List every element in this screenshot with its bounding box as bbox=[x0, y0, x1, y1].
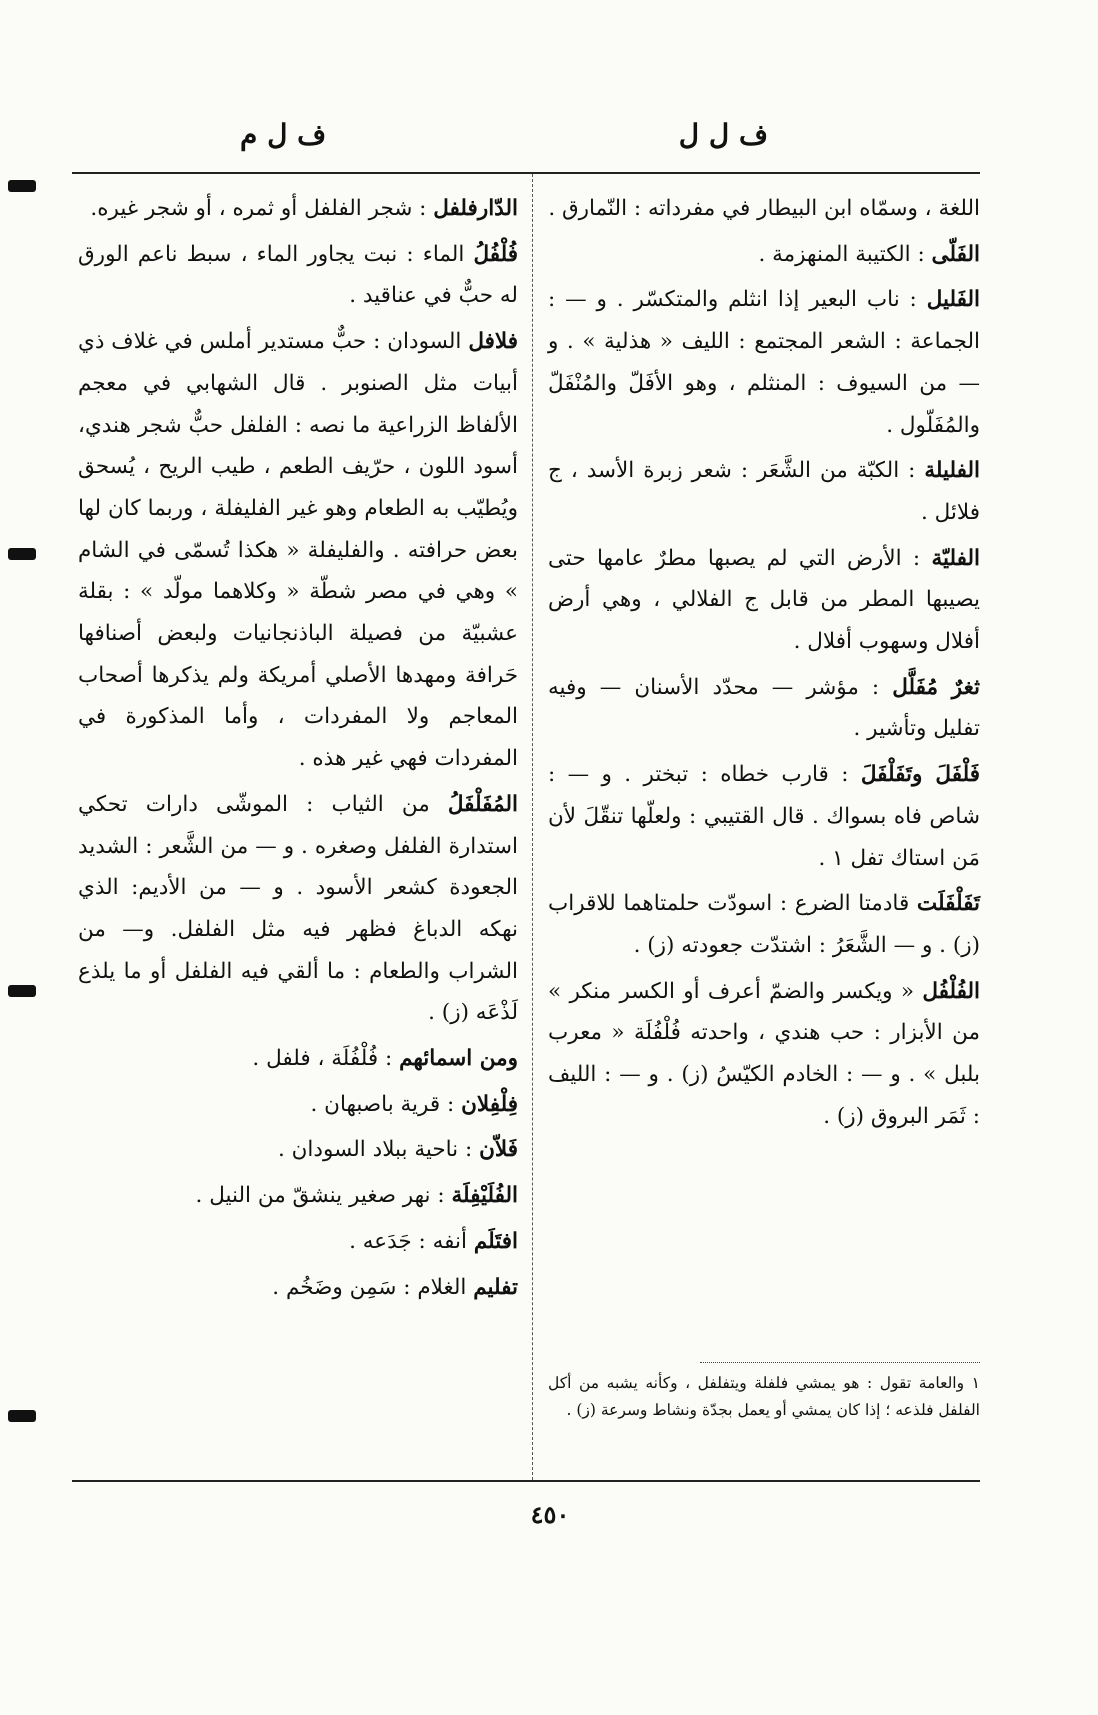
entry bbox=[548, 667, 980, 750]
headword: تَفَلْفَلَت bbox=[916, 891, 980, 917]
headword: فُلْفُلُ bbox=[473, 241, 518, 267]
definition: من الثياب : الموشّى دارات تحكي استدارة الفلفل وصغره . و — من الشَّعر : الشديد الجعودة كشعر الأسود . و — من الأديم: الذي نهكه الدباغ فظهر فيه مثل الفلفل. و— من الشراب والطعام : ما ألقي فيه الفلفل أو ما يلذع لَذْعَه (ز) . bbox=[78, 791, 518, 1026]
entry bbox=[78, 784, 518, 1034]
definition: : الأرض التي لم يصبها مطرٌ عامها حتى يصيبها المطر من قابل ج الفلالي ، وهي أرض أفلال وسهوب أفلال . bbox=[548, 545, 980, 655]
entry bbox=[78, 1175, 518, 1217]
definition: : الكتيبة المنهزمة . bbox=[758, 241, 925, 267]
definition: : ناحية ببلاد السودان . bbox=[277, 1137, 473, 1163]
column-divider bbox=[532, 174, 533, 1480]
definition: الماء : نبت يجاور الماء ، سبط ناعم الورق له حبٌّ في عناقيد . bbox=[78, 241, 518, 309]
scan-mark bbox=[8, 548, 36, 560]
scan-mark bbox=[8, 180, 36, 192]
headword: الفليلة bbox=[924, 458, 980, 484]
entry bbox=[548, 971, 980, 1138]
headword: فَلاّن bbox=[479, 1137, 518, 1163]
headword: الفُلَيْفِلَة bbox=[451, 1183, 518, 1209]
definition: أنفه : جَدَعه . bbox=[349, 1228, 467, 1254]
footnote-rule bbox=[700, 1362, 980, 1363]
entry bbox=[548, 883, 980, 966]
definition: : الكبّة من الشَّعَر : شعر زبرة الأسد ، ج فلائل . bbox=[548, 458, 980, 525]
entry bbox=[78, 1129, 518, 1171]
definition: السودان : حبٌّ مستدير أملس في غلاف ذي أبيات مثل الصنوبر . قال الشهابي في معجم الألفاظ الزراعية ما نصه : الفلفل حبٌّ شجر هندي، أسود اللون ، حرّيف الطعم ، طيب الريح ، يُسحق ويُطيّب به الطعام وهو غير الفليفلة ، وربما كان لها بعض حرافته . والفليفلة « هكذا تُسمّى في الشام » وهي في مصر شطّة « وكلاهما مولّد » : بقلة عشبيّة من فصيلة الباذنجانيات ولبعض أصنافها حَرافة ومهدها الأصلي أمريكة ولم يذكرها أصحاب المعاجم ولا المفردات ، وأما المذكورة في المفردات فهي غير هذه . bbox=[78, 329, 518, 772]
entry bbox=[548, 538, 980, 663]
entry bbox=[548, 754, 980, 879]
scan-mark bbox=[8, 985, 36, 997]
headword: فلافل bbox=[468, 329, 518, 355]
entry bbox=[78, 321, 518, 780]
entry bbox=[548, 450, 980, 533]
scan-mark bbox=[8, 1410, 36, 1422]
definition: قادمتا الضرع : اسودّت حلمتاهما للاقراب (ز) . و — الشَّعَرُ : اشتدّت جعودته (ز) . bbox=[548, 891, 980, 958]
headword: فِلْفِلان bbox=[461, 1091, 518, 1117]
headword: افتَلَم bbox=[473, 1228, 518, 1254]
headword: الفَلّى bbox=[931, 241, 980, 267]
definition: : نهر صغير ينشقّ من النيل . bbox=[195, 1183, 445, 1209]
definition: : مؤشر — محدّد الأسنان — وفيه تفليل وتأشير . bbox=[548, 674, 980, 742]
left-column bbox=[78, 188, 518, 1312]
header-left-title: ف ل م bbox=[240, 118, 327, 151]
headword: الدّارفلفل bbox=[433, 196, 518, 221]
headword: ثغرٌ مُفَلَّل bbox=[892, 674, 980, 700]
top-rule bbox=[72, 172, 980, 174]
headword: فَلْفَلَ وتَفَلْفَلَ bbox=[860, 762, 980, 788]
definition: : قارب خطاه : تبختر . و — : شاص فاه بسواك . قال القتيبي : ولعلّها تنقّلَ لأن مَن استاك تفل ١ . bbox=[548, 762, 980, 871]
definition: : ناب البعير إذا انثلم والمتكسّر . و — : الجماعة : الشعر المجتمع : الليف « هذلية » . و — من السيوف : المنثلم ، وهو الأفَلّ والمُنْفَلّ والمُفَلّول . bbox=[548, 287, 980, 438]
right-column bbox=[548, 188, 980, 1141]
bottom-rule bbox=[72, 1480, 980, 1482]
definition: : فُلْفُلَة ، فلفل . bbox=[252, 1046, 393, 1072]
definition: : شجر الفلفل أو ثمره ، أو شجر غيره. bbox=[90, 196, 427, 221]
definition: : قرية باصبهان . bbox=[310, 1091, 455, 1117]
entry bbox=[78, 234, 518, 317]
headword: تفليم bbox=[473, 1274, 518, 1300]
headword: الفَليل bbox=[926, 287, 980, 313]
entry bbox=[78, 1267, 518, 1309]
entry bbox=[78, 1038, 518, 1080]
entry bbox=[548, 188, 980, 230]
headword: ومن اسمائهم bbox=[399, 1046, 518, 1072]
definition: الغلام : سَمِن وضَخُم . bbox=[272, 1274, 467, 1300]
definition: « ويكسر والضمّ أعرف أو الكسر منكر » من الأبزار : حب هندي ، واحدته فُلْفُلَة « معرب بلبل » . و — : الخادم الكيّسُ (ز) . و — : الليف : ثَمَر البروق (ز) . bbox=[548, 978, 980, 1129]
entry bbox=[78, 1084, 518, 1126]
entry bbox=[78, 188, 518, 230]
definition: اللغة ، وسمّاه ابن البيطار في مفرداته : النّمارق . bbox=[548, 196, 980, 221]
footnote: ١ والعامة تقول : هو يمشي فلفلة ويتفلفل ، وكأنه يشبه من أكل الفلفل فلذعه ؛ إذا كان يمشي أو يعمل بجدّة ونشاط وسرعة (ز) . bbox=[548, 1374, 980, 1419]
entry bbox=[78, 1221, 518, 1263]
entry bbox=[548, 234, 980, 276]
headword: الفُلْفُل bbox=[922, 978, 980, 1004]
page-number: ٤٥٠ bbox=[530, 1500, 570, 1529]
headword: المُفَلْفَلُ bbox=[447, 791, 518, 817]
header-right-title: ف ل ل bbox=[678, 118, 768, 151]
entry bbox=[548, 279, 980, 446]
headword: الفليّة bbox=[931, 545, 980, 571]
